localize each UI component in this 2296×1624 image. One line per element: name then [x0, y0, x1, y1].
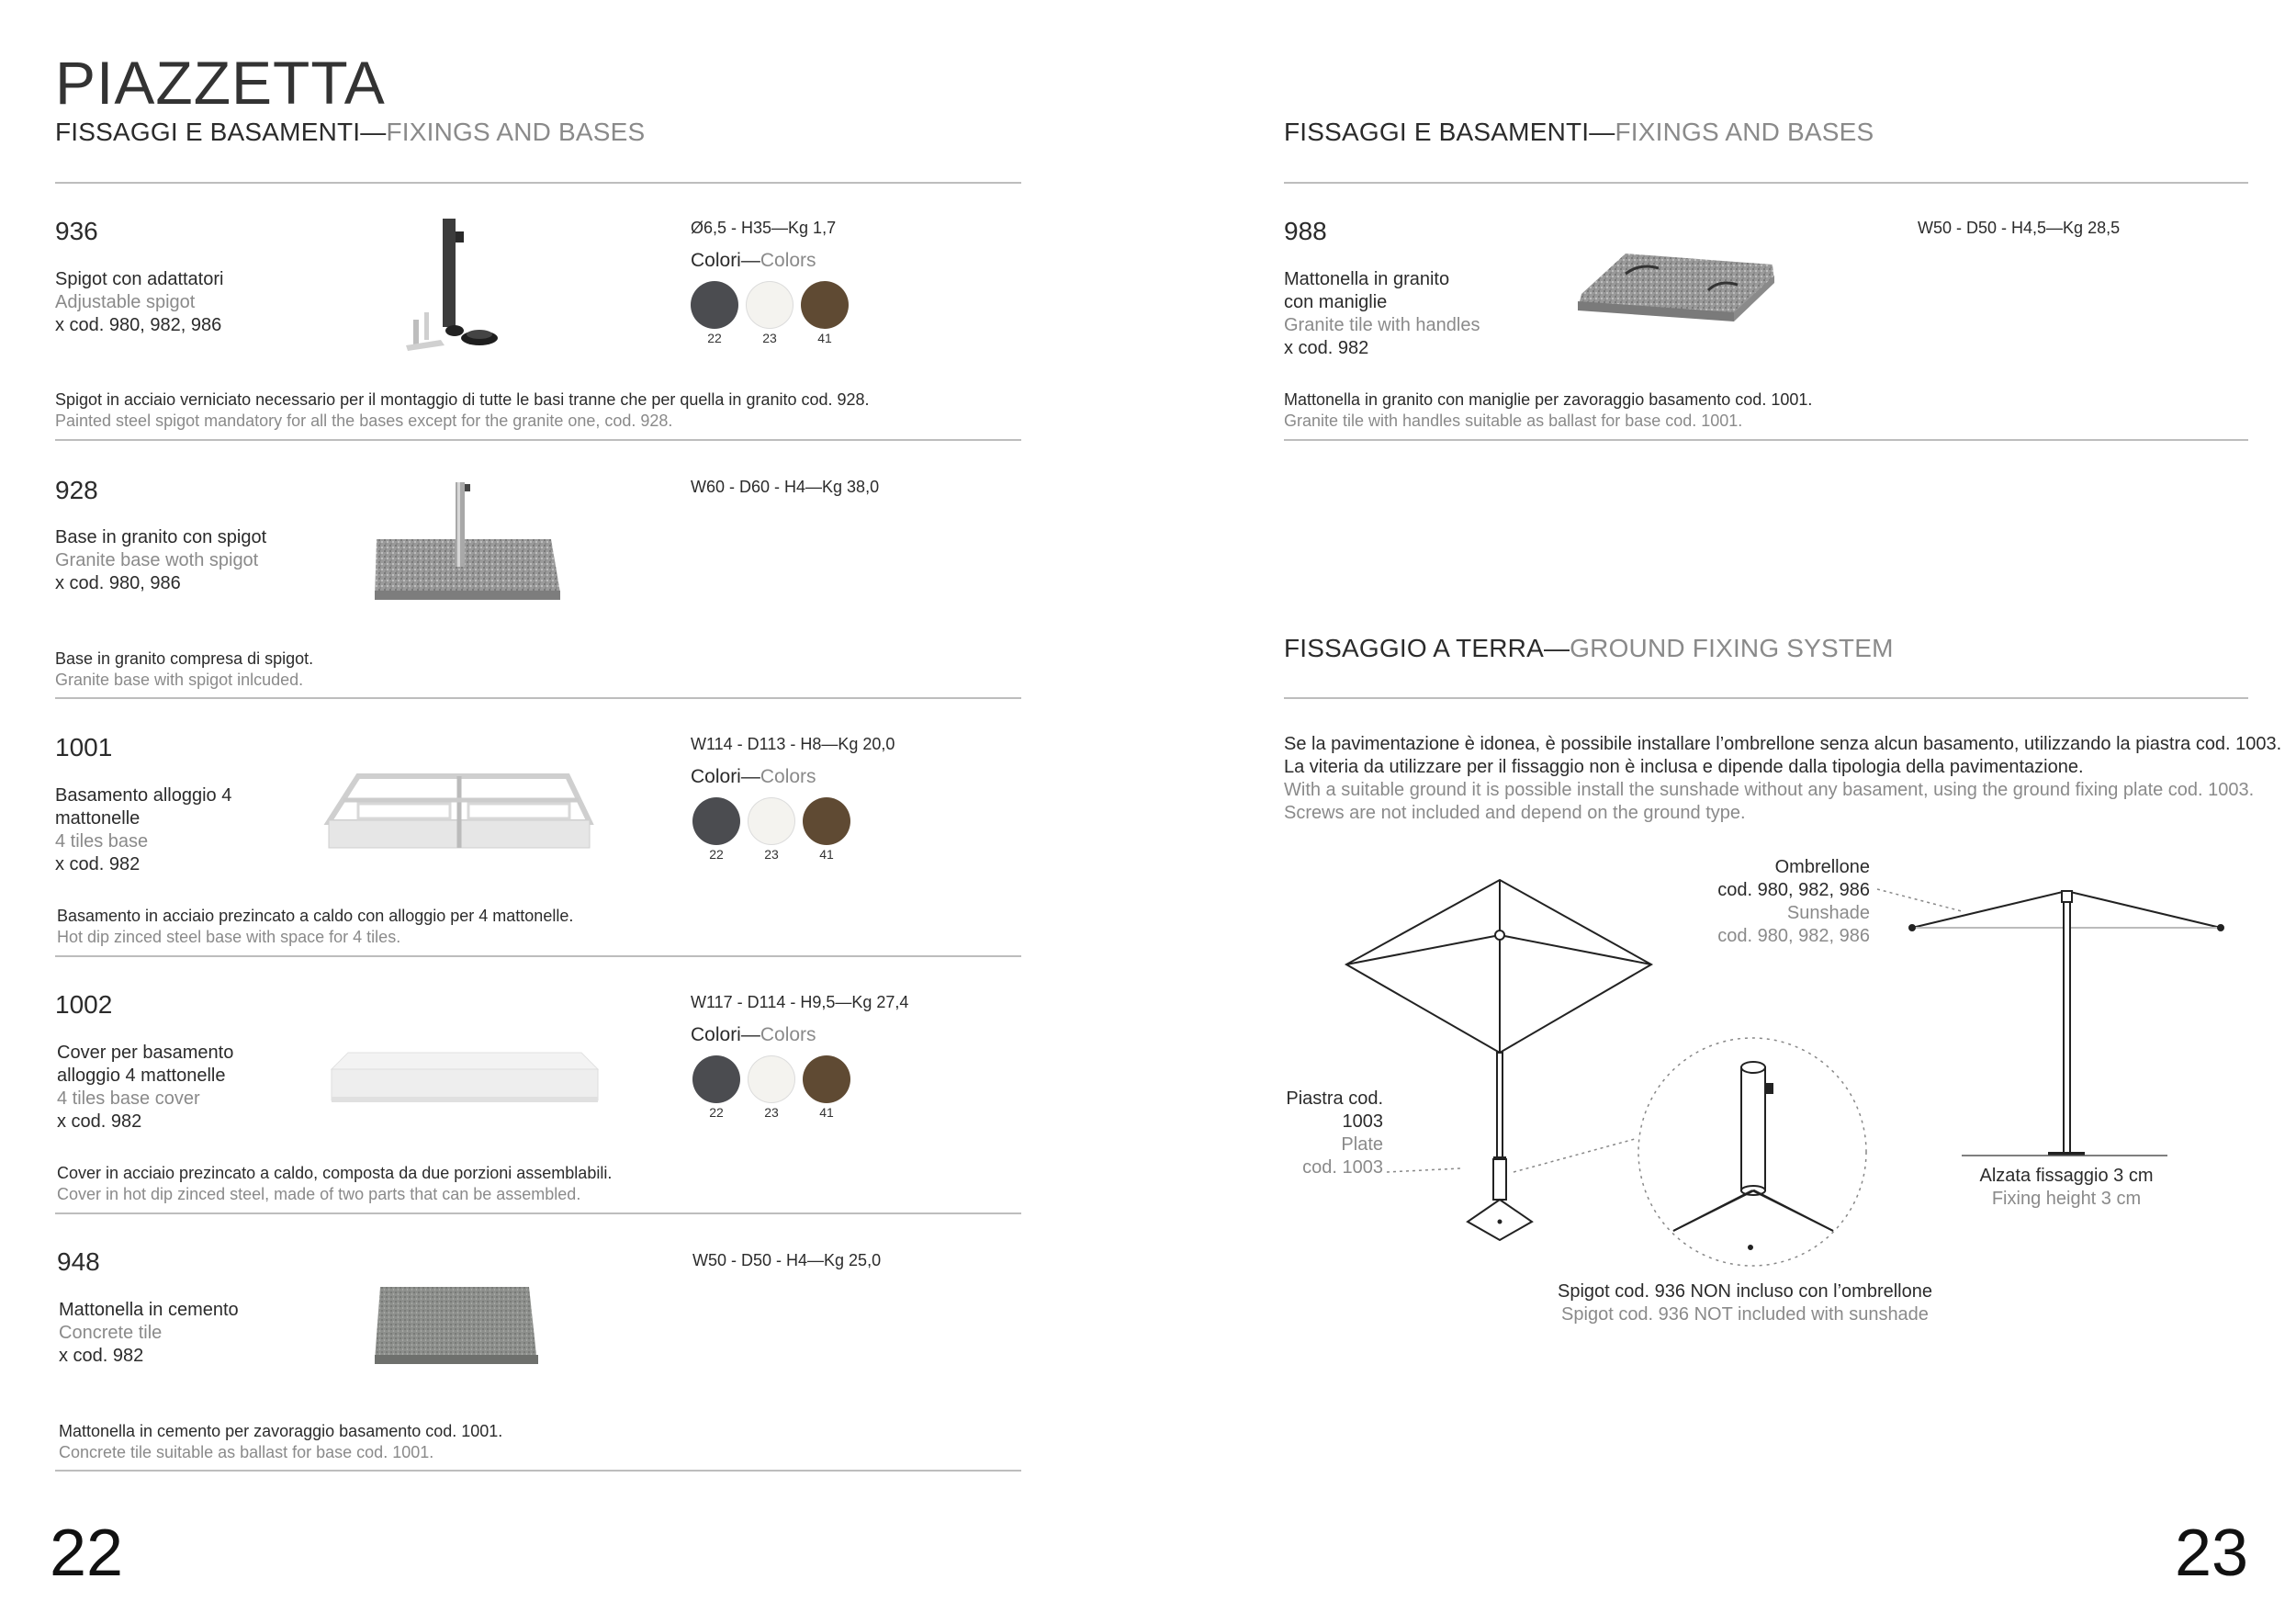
product-dimensions: W50 - D50 - H4,5—Kg 28,5: [1918, 219, 2121, 237]
product-code: 928: [55, 476, 98, 504]
swatch-23: [748, 797, 795, 845]
swatch-22: [692, 797, 740, 845]
tiles-base-image: [321, 767, 597, 859]
spigot-detail-drawing: [1673, 1062, 1833, 1249]
concrete-tile-image: [367, 1281, 551, 1373]
ground-fixing-heading: FISSAGGIO A TERRA—GROUND FIXING SYSTEM: [1284, 634, 1894, 662]
product-dimensions: W114 - D113 - H8—Kg 20,0: [691, 735, 895, 753]
swatch-41: [803, 1055, 850, 1103]
swatch-number: 22: [709, 1105, 724, 1120]
ground-fixing-text: Se la pavimentazione è idonea, è possibile installare l’ombrellone senza alcun basamento, utilizzando la piastra cod. 1003. La viteria da utilizzare per il fissaggio non è inclusa e dipende dalla tipologia della pavimentazione. With a suitable ground it is possible install the sunshade without any basament, using the ground fixing plate cod. 1003. Screws are not included and depend on the ground type.: [1284, 734, 2282, 823]
divider: [55, 1470, 1021, 1472]
product-name: Base in granito con spigot Granite base woth spigot x cod. 980, 986: [55, 527, 267, 593]
swatch-number: 41: [819, 1105, 834, 1120]
product-description: Spigot in acciaio verniciato necessario per il montaggio di tutte le basi tranne che per quella in granito cod. 928. Painted steel spigot mandatory for all the bases except for the granite one, cod. 928.: [55, 390, 870, 430]
section-heading-right: FISSAGGI E BASAMENTI—FIXINGS AND BASES: [1284, 118, 1874, 146]
spigot-image: [395, 211, 533, 358]
swatch-22: [692, 1055, 740, 1103]
page-title: PIAZZETTA: [55, 49, 386, 117]
swatch-41: [803, 797, 850, 845]
page-number-left: 22: [50, 1517, 124, 1590]
product-description: Mattonella in cemento per zavoraggio basamento cod. 1001. Concrete tile suitable as ballast for base cod. 1001.: [59, 1422, 503, 1461]
swatch-number: 23: [764, 847, 779, 862]
divider: [1284, 439, 2248, 441]
product-code: 1002: [55, 990, 113, 1019]
divider: [1284, 697, 2248, 699]
colors-label: Colori—Colors: [691, 766, 816, 787]
product-dimensions: Ø6,5 - H35—Kg 1,7: [691, 219, 837, 237]
product-name: Basamento alloggio 4 mattonelle 4 tiles base x cod. 982: [55, 785, 232, 874]
colors-label: Colori—Colors: [691, 1024, 816, 1045]
fixing-height-label: Alzata fissaggio 3 cm Fixing height 3 cm: [1979, 1166, 2154, 1209]
swatch-number: 22: [709, 847, 724, 862]
umbrella-side-drawing: [1909, 891, 2223, 1156]
product-name: Mattonella in granito con maniglie Granite tile with handles x cod. 982: [1284, 269, 1480, 358]
product-code: 988: [1284, 217, 1327, 245]
umbrella-perspective-drawing: [1346, 880, 1651, 1185]
swatch-23: [746, 281, 793, 329]
product-name: Mattonella in cemento Concrete tile x cod. 982: [59, 1300, 239, 1366]
swatch-number: 41: [819, 847, 834, 862]
spigot-note: Spigot cod. 936 NON incluso con l’ombrellone Spigot cod. 936 NOT included with sunshade: [1558, 1281, 1932, 1325]
swatch-22: [691, 281, 738, 329]
swatch-number: 23: [762, 331, 777, 345]
product-name: Cover per basamento alloggio 4 mattonelle 4 tiles base cover x cod. 982: [57, 1043, 234, 1132]
color-swatches: [691, 281, 849, 345]
product-name: Spigot con adattatori Adjustable spigot x cod. 980, 982, 986: [55, 269, 224, 335]
product-code: 936: [55, 217, 98, 245]
product-code: 948: [57, 1247, 100, 1276]
divider: [55, 439, 1021, 441]
divider: [55, 182, 1021, 184]
tiles-base-cover-image: [326, 1047, 602, 1111]
color-swatches: [692, 797, 850, 862]
divider: [55, 955, 1021, 957]
product-description: Basamento in acciaio prezincato a caldo con alloggio per 4 mattonelle. Hot dip zinced steel base with space for 4 tiles.: [57, 907, 574, 946]
product-code: 1001: [55, 733, 113, 761]
product-dimensions: W60 - D60 - H4—Kg 38,0: [691, 478, 880, 496]
page-number-right: 23: [2175, 1517, 2249, 1590]
product-description: Mattonella in granito con maniglie per zavoraggio basamento cod. 1001. Granite tile with handles suitable as ballast for base cod. 1001.: [1284, 390, 1813, 430]
swatch-41: [801, 281, 849, 329]
product-dimensions: W117 - D114 - H9,5—Kg 27,4: [691, 993, 909, 1011]
swatch-23: [748, 1055, 795, 1103]
divider: [55, 1212, 1021, 1214]
granite-base-image: [367, 473, 569, 611]
swatch-number: 22: [707, 331, 722, 345]
divider: [55, 697, 1021, 699]
section-heading-left: FISSAGGI E BASAMENTI—FIXINGS AND BASES: [55, 118, 646, 146]
umbrella-label: Ombrellone cod. 980, 982, 986 Sunshade cod. 980, 982, 986: [1717, 857, 1870, 946]
swatch-number: 41: [817, 331, 832, 345]
swatch-number: 23: [764, 1105, 779, 1120]
product-description: Cover in acciaio prezincato a caldo, composta da due porzioni assemblabili. Cover in hot dip zinced steel, made of two parts that can be assembled.: [57, 1164, 613, 1203]
divider: [1284, 182, 2248, 184]
product-description: Base in granito compresa di spigot. Granite base with spigot inlcuded.: [55, 649, 314, 689]
plate-label: Piastra cod. 1003 Plate cod. 1003: [1286, 1088, 1383, 1178]
color-swatches: [692, 1055, 850, 1120]
granite-tile-handles-image: [1570, 241, 1782, 333]
plate-drawing: [1468, 1159, 1532, 1240]
colors-label: Colori—Colors: [691, 250, 816, 271]
product-dimensions: W50 - D50 - H4—Kg 25,0: [692, 1251, 882, 1269]
